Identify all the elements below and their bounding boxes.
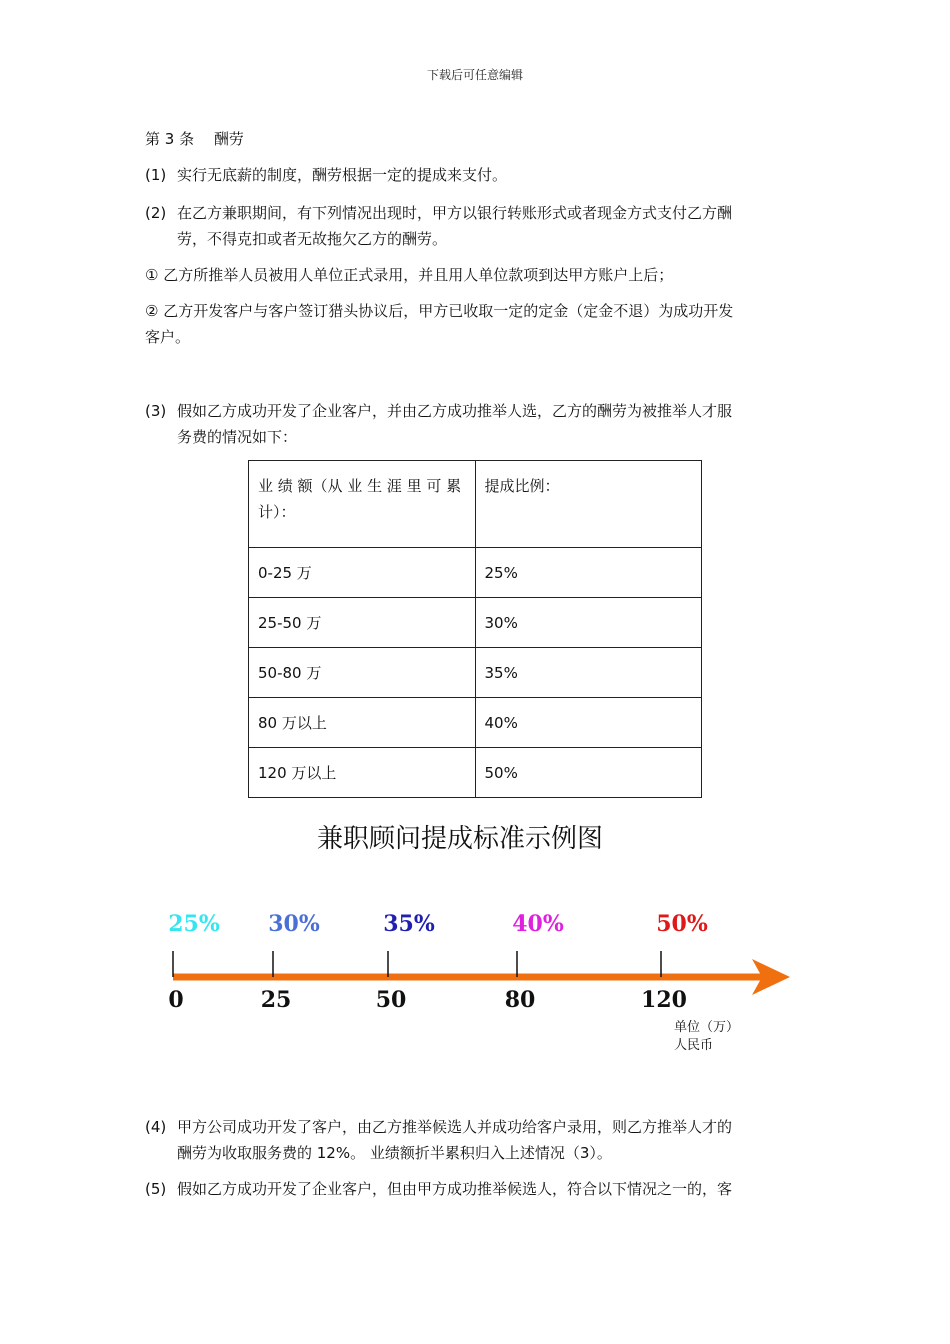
- unit-line2: 人民币: [674, 1038, 714, 1053]
- cell-range: 80 万以上: [249, 698, 476, 748]
- commission-table: [248, 460, 702, 798]
- rate-label: 25%: [168, 911, 220, 937]
- unit-line1: 单位（万）: [674, 1020, 740, 1035]
- rate-label: 50%: [656, 911, 708, 937]
- item-text-line1: 在乙方兼职期间，有下列情况出现时，甲方以银行转账形式或者现金方式支付乙方酬: [177, 204, 733, 222]
- table-row: [249, 598, 702, 648]
- item-number: (5): [145, 1180, 167, 1198]
- condition-1: ① 乙方所推举人员被用人单位正式录用，并且用人单位款项到达甲方账户上后；: [145, 266, 674, 284]
- item-text-line2: 酬劳为收取服务费的 12%。 业绩额折半累积归入上述情况（3）。: [177, 1144, 612, 1162]
- tick-label: 0: [168, 987, 184, 1013]
- item-text-line1: 甲方公司成功开发了客户，由乙方推举候选人并成功给客户录用，则乙方推举人才的: [177, 1118, 733, 1136]
- cell-rate: 50%: [475, 748, 702, 798]
- table-row: [249, 548, 702, 598]
- tick-label: 120: [641, 987, 687, 1013]
- item-2: [145, 200, 732, 252]
- cell-rate: 30%: [475, 598, 702, 648]
- cell-range: 25-50 万: [249, 598, 476, 648]
- table-row: [249, 698, 702, 748]
- header-line2: 计）：: [258, 503, 296, 521]
- table-header-range: [249, 461, 476, 548]
- condition-text-line2: 客户。: [145, 328, 191, 346]
- item-5: [145, 1176, 732, 1202]
- cell-rate: 40%: [475, 698, 702, 748]
- commission-chart: [0, 890, 950, 1020]
- page-header: 下载后可任意编辑: [426, 68, 523, 82]
- rate-label: 35%: [383, 911, 435, 937]
- cell-rate: 35%: [475, 648, 702, 698]
- tick-label: 80: [504, 987, 536, 1013]
- item-text: 实行无底薪的制度，酬劳根据一定的提成来支付。: [177, 166, 508, 184]
- cell-range: 120 万以上: [249, 748, 476, 798]
- rate-label: 30%: [268, 911, 320, 937]
- header-line1: 业 绩 额（从 业 生 涯 里 可 累: [258, 477, 462, 495]
- article-title: 第 3 条 酬劳: [145, 130, 244, 148]
- table-header-rate: 提成比例：: [475, 461, 702, 548]
- item-text-line1: 假如乙方成功开发了企业客户，并由乙方成功推举人选，乙方的酬劳为被推举人才服: [177, 402, 733, 420]
- item-3: [145, 398, 732, 450]
- table-row: [249, 748, 702, 798]
- rate-label: 40%: [512, 911, 564, 937]
- cell-rate: 25%: [475, 548, 702, 598]
- chart-title: 兼职顾问提成标准示例图: [316, 824, 603, 854]
- condition-2: [145, 298, 733, 350]
- item-text: 假如乙方成功开发了企业客户，但由甲方成功推举候选人，符合以下情况之一的，客: [177, 1180, 733, 1198]
- item-number: (2): [145, 204, 167, 222]
- item-text-line2: 劳，不得克扣或者无故拖欠乙方的酬劳。: [177, 230, 448, 248]
- item-text-line2: 务费的情况如下：: [177, 428, 298, 446]
- cell-range: 50-80 万: [249, 648, 476, 698]
- table-header-row: [249, 461, 702, 548]
- table-row: [249, 648, 702, 698]
- item-number: (3): [145, 402, 167, 420]
- item-number: (4): [145, 1118, 167, 1136]
- cell-range: 0-25 万: [249, 548, 476, 598]
- item-4: [145, 1114, 732, 1166]
- item-1: [145, 162, 507, 188]
- tick-label: 50: [375, 987, 407, 1013]
- item-number: (1): [145, 166, 167, 184]
- condition-text-line1: ② 乙方开发客户与客户签订猎头协议后，甲方已收取一定的定金（定金不退）为成功开发: [145, 302, 734, 320]
- tick-label: 25: [260, 987, 292, 1013]
- unit-label: [674, 1019, 739, 1055]
